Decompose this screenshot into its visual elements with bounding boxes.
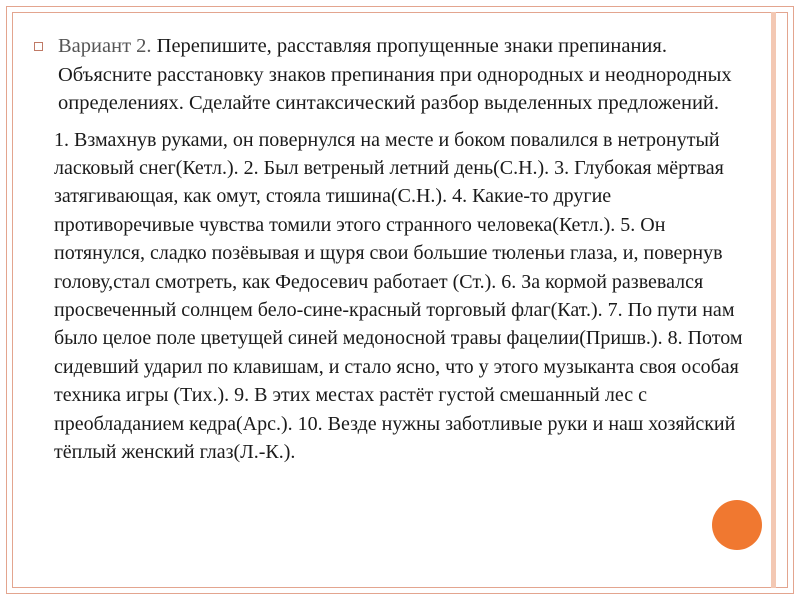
exercise-text: 1. Взмахнув руками, он повернулся на месте и боком повалился в нетронутый ласковый снег(Кетл.). 2. Был ветреный летний день(С.Н.). 3. Глубокая мёртвая затягивающая, как омут, стояла тишина(С.Н.). 4. Какие-то другие противоречивые чувства томили этого странного человека(Кетл.). 5. Он потянулся, сладко позёвывая и щуря свои большие тюленьи глаза, и, повернув голову,стал смотреть, как Федосевич работает (Ст.). 6. За кормой развевался просвеченный солнцем бело-сине-красный торговый флаг(Кат.). 7. По пути нам было целое поле цветущей синей медоносной травы фацелии(Пришв.). 8. Потом сидевший ударил по клавишам, и стало ясно, что у этого музыканта своя особая техника игры (Тих.). 9. В этих местах растёт густой смешанный лес с преобладанием кедра(Арс.). 10. Везде нужны заботливые руки и наш хозяйский тёплый женский глаз(Л.-К.). xyxy=(54,128,743,463)
task-paragraph xyxy=(34,32,756,118)
slide-content xyxy=(34,32,756,466)
decorative-side-stripe xyxy=(771,12,776,588)
variant-label: Вариант 2. xyxy=(58,35,152,57)
task-instruction: Перепишите, расставляя пропущенные знаки препинания. Объясните расстановку знаков препинания при однородных и неоднородных определениях. Сделайте синтаксический разбор выделенных предложений. xyxy=(58,35,732,114)
decorative-orange-circle xyxy=(712,500,762,550)
square-bullet-icon xyxy=(34,42,43,51)
